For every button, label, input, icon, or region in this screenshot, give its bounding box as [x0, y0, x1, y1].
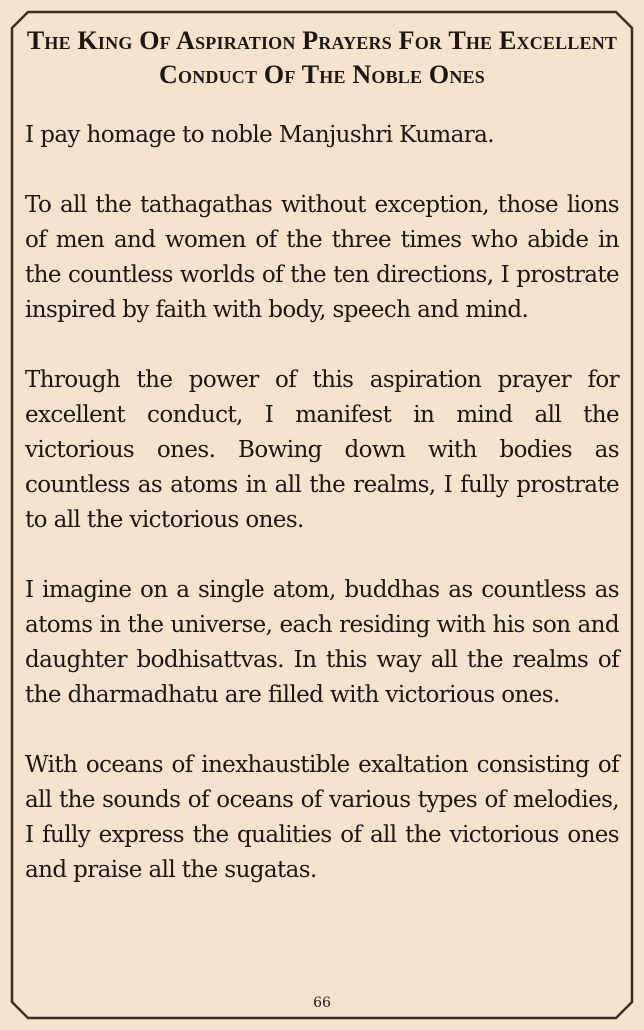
- page-title: The King Of Aspiration Prayers For The Excellent Conduct Of The Noble Ones: [26, 26, 618, 89]
- paragraph-homage: I pay homage to noble Manjushri Kumara.: [25, 122, 494, 148]
- paragraph-prostration: To all the tathagathas without exception, those lions of men and women of the three times who abide in the countless worlds of the ten directions, I prostrate inspired by faith with body, speech and mind.: [25, 192, 619, 323]
- page-content: [25, 24, 619, 923]
- paragraph-praise: With oceans of inexhaustible exaltation consisting of all the sounds of oceans of various types of melodies, I fully express the qualities of all the victorious ones and praise all the sugatas.: [25, 752, 619, 883]
- paragraph-manifestation: Through the power of this aspiration prayer for excellent conduct, I manifest in mind all the victorious ones. Bowing down with bodies as countless as atoms in all the realms, I fully prostrate to all the victorious ones.: [25, 367, 619, 533]
- paragraph-single-atom: I imagine on a single atom, buddhas as countless as atoms in the universe, each residing with his son and daughter bodhisattvas. In this way all the realms of the dharmadhatu are filled with victorious ones.: [25, 577, 619, 708]
- page-number: 66: [313, 995, 331, 1011]
